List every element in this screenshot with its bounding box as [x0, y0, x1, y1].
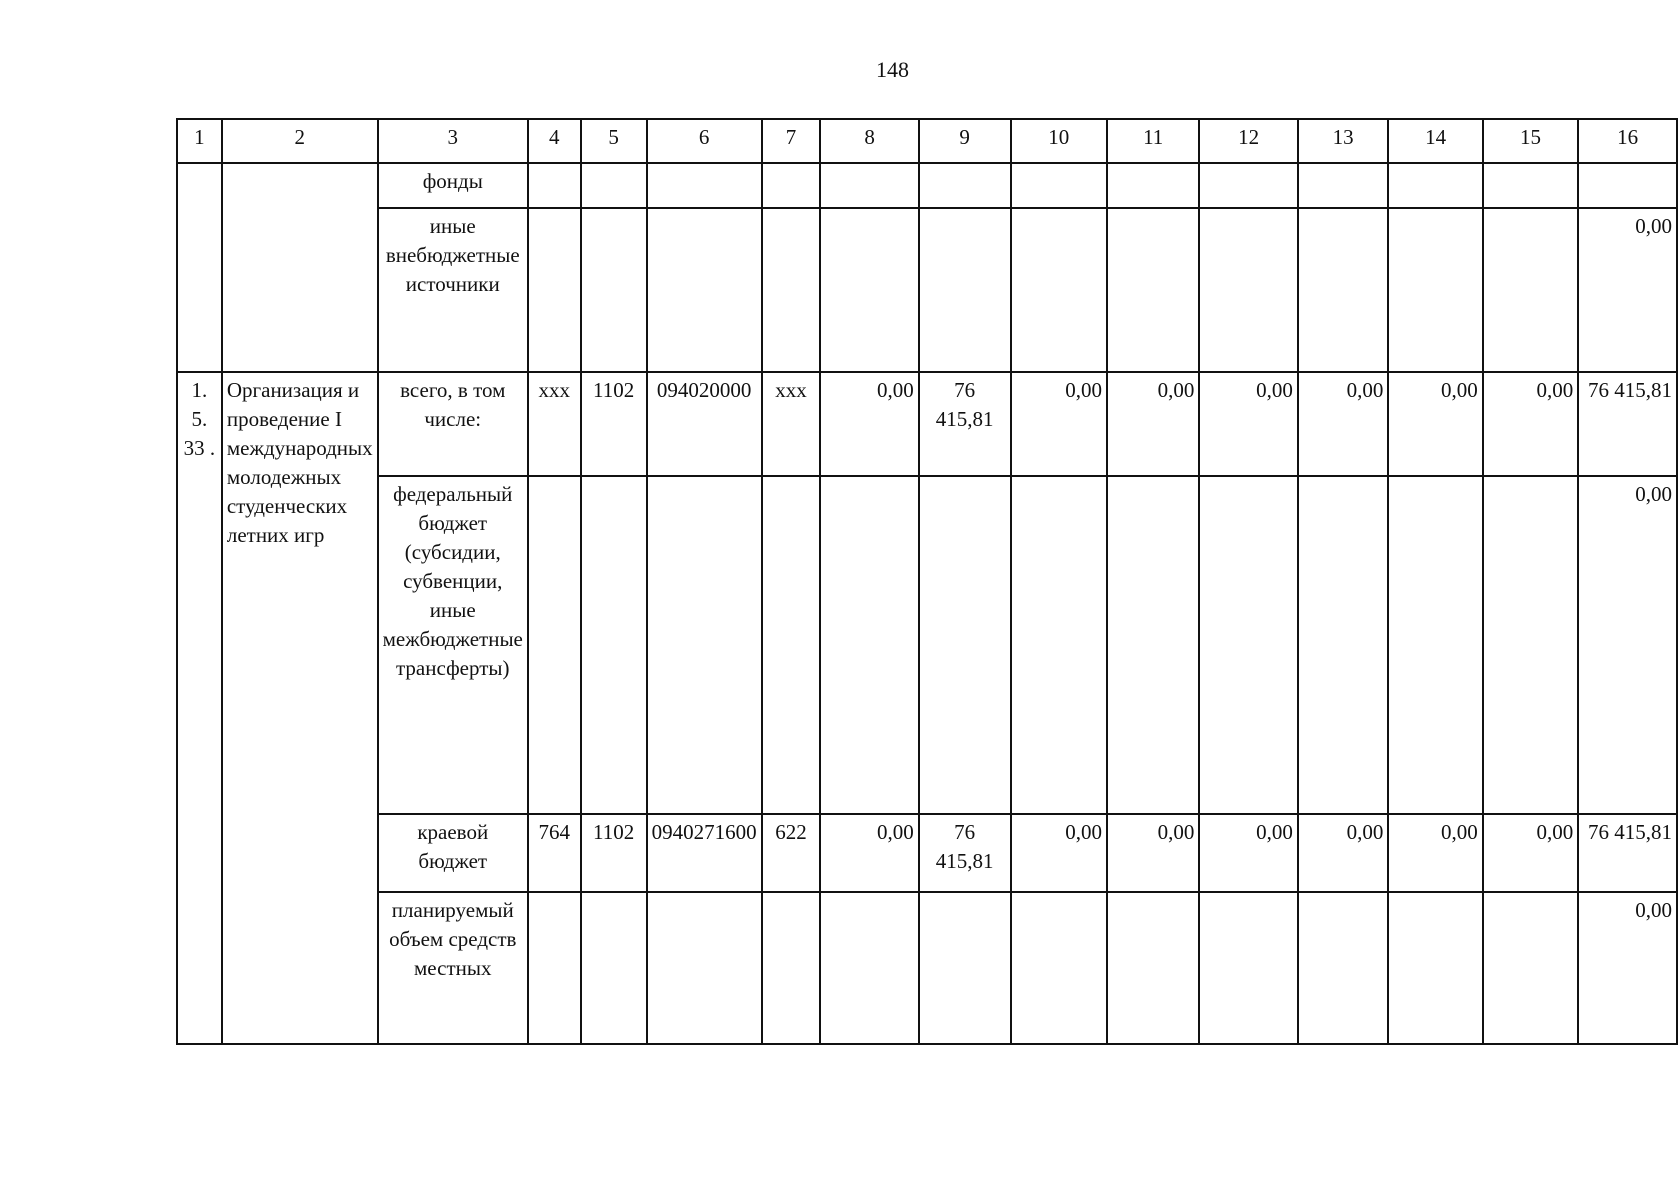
amount-cell: 76 415,81 — [1578, 814, 1677, 892]
source-label: всего, в том числе: — [378, 372, 528, 476]
column-header: 2 — [222, 119, 378, 163]
table-cell — [1388, 208, 1482, 372]
code-cell: 1102 — [581, 814, 647, 892]
amount-cell: 0,00 — [1107, 814, 1199, 892]
table-cell — [1199, 163, 1297, 208]
column-header: 14 — [1388, 119, 1482, 163]
table-cell — [919, 476, 1011, 814]
table-row-funds — [177, 163, 1677, 208]
column-header: 12 — [1199, 119, 1297, 163]
column-header: 13 — [1298, 119, 1389, 163]
amount-cell: 0,00 — [1011, 814, 1107, 892]
table-cell — [1107, 208, 1199, 372]
table-cell — [1298, 892, 1389, 1044]
table-cell — [762, 892, 821, 1044]
amount-cell: 76 415,81 — [919, 372, 1011, 476]
column-header: 5 — [581, 119, 647, 163]
table-cell — [1388, 476, 1482, 814]
code-cell: 1102 — [581, 372, 647, 476]
table-cell — [1483, 163, 1578, 208]
table-row-federal — [177, 476, 1677, 814]
table-cell — [528, 476, 581, 814]
code-cell: 094020000 — [647, 372, 762, 476]
amount-cell: 0,00 — [1199, 372, 1297, 476]
table-row-total — [177, 372, 1677, 476]
amount-cell: 0,00 — [1578, 892, 1677, 1044]
column-header: 8 — [820, 119, 918, 163]
column-header: 3 — [378, 119, 528, 163]
amount-cell: 0,00 — [1011, 372, 1107, 476]
table-cell — [1107, 892, 1199, 1044]
table-cell — [919, 163, 1011, 208]
table-cell — [820, 476, 918, 814]
measure-name: Организация и проведение I международных молодежных студенческих летних игр — [222, 372, 378, 1044]
column-header: 9 — [919, 119, 1011, 163]
code-cell: 0940271600 — [647, 814, 762, 892]
amount-cell: 0,00 — [820, 372, 918, 476]
table-cell — [820, 163, 918, 208]
budget-table — [176, 118, 1678, 1045]
table-cell — [581, 476, 647, 814]
amount-cell: 0,00 — [1578, 208, 1677, 372]
table-cell — [581, 892, 647, 1044]
column-header: 16 — [1578, 119, 1677, 163]
table-cell — [1298, 208, 1389, 372]
table-cell — [581, 163, 647, 208]
item-number: 1. 5. 33 . — [177, 372, 222, 1044]
table-cell — [762, 163, 821, 208]
code-cell: 622 — [762, 814, 821, 892]
code-cell: ххх — [762, 372, 821, 476]
table-cell — [581, 208, 647, 372]
table-cell — [919, 892, 1011, 1044]
table-cell — [1298, 163, 1389, 208]
source-label: планируемый объем средств местных — [378, 892, 528, 1044]
amount-cell: 76 415,81 — [919, 814, 1011, 892]
column-header: 7 — [762, 119, 821, 163]
amount-cell: 0,00 — [1298, 814, 1389, 892]
table-cell — [1107, 163, 1199, 208]
amount-cell: 0,00 — [1483, 372, 1578, 476]
table-cell — [1483, 476, 1578, 814]
table-cell — [528, 208, 581, 372]
column-header: 15 — [1483, 119, 1578, 163]
column-header: 10 — [1011, 119, 1107, 163]
table-cell — [528, 163, 581, 208]
amount-cell: 0,00 — [1483, 814, 1578, 892]
table-cell — [647, 476, 762, 814]
table-cell — [647, 892, 762, 1044]
table-cell — [1388, 163, 1482, 208]
source-label: федеральный бюджет (субсидии, субвенции, иные межбюджетные трансферты) — [378, 476, 528, 814]
table-cell — [1011, 208, 1107, 372]
amount-cell: 0,00 — [1388, 814, 1482, 892]
table-cell — [820, 208, 918, 372]
table-cell — [1578, 163, 1677, 208]
table-cell — [1011, 476, 1107, 814]
code-cell: 764 — [528, 814, 581, 892]
amount-cell: 0,00 — [1298, 372, 1389, 476]
table-row-other-offbudget — [177, 208, 1677, 372]
source-label: фонды — [378, 163, 528, 208]
table-cell — [762, 476, 821, 814]
amount-cell: 0,00 — [1107, 372, 1199, 476]
table-cell — [647, 208, 762, 372]
table-cell — [1483, 208, 1578, 372]
table-cell — [222, 163, 378, 372]
amount-cell: 0,00 — [1199, 814, 1297, 892]
column-header: 6 — [647, 119, 762, 163]
column-header: 11 — [1107, 119, 1199, 163]
table-cell — [1298, 476, 1389, 814]
table-cell — [1199, 208, 1297, 372]
table-cell — [1483, 892, 1578, 1044]
table-row-regional — [177, 814, 1677, 892]
amount-cell: 76 415,81 — [1578, 372, 1677, 476]
table-cell — [647, 163, 762, 208]
table-cell — [528, 892, 581, 1044]
header-row — [177, 119, 1677, 163]
table-cell — [919, 208, 1011, 372]
table-cell — [1107, 476, 1199, 814]
table-cell — [1388, 892, 1482, 1044]
column-header: 1 — [177, 119, 222, 163]
table-cell — [762, 208, 821, 372]
code-cell: ххх — [528, 372, 581, 476]
table-cell — [1011, 892, 1107, 1044]
column-header: 4 — [528, 119, 581, 163]
table-cell — [820, 892, 918, 1044]
source-label: иные внебюджетные источники — [378, 208, 528, 372]
table-cell — [177, 163, 222, 372]
table-cell — [1199, 476, 1297, 814]
amount-cell: 0,00 — [820, 814, 918, 892]
page-number: 148 — [876, 57, 909, 82]
table-cell — [1199, 892, 1297, 1044]
source-label: краевой бюджет — [378, 814, 528, 892]
table-row-local-planned — [177, 892, 1677, 1044]
amount-cell: 0,00 — [1578, 476, 1677, 814]
table-cell — [1011, 163, 1107, 208]
amount-cell: 0,00 — [1388, 372, 1482, 476]
